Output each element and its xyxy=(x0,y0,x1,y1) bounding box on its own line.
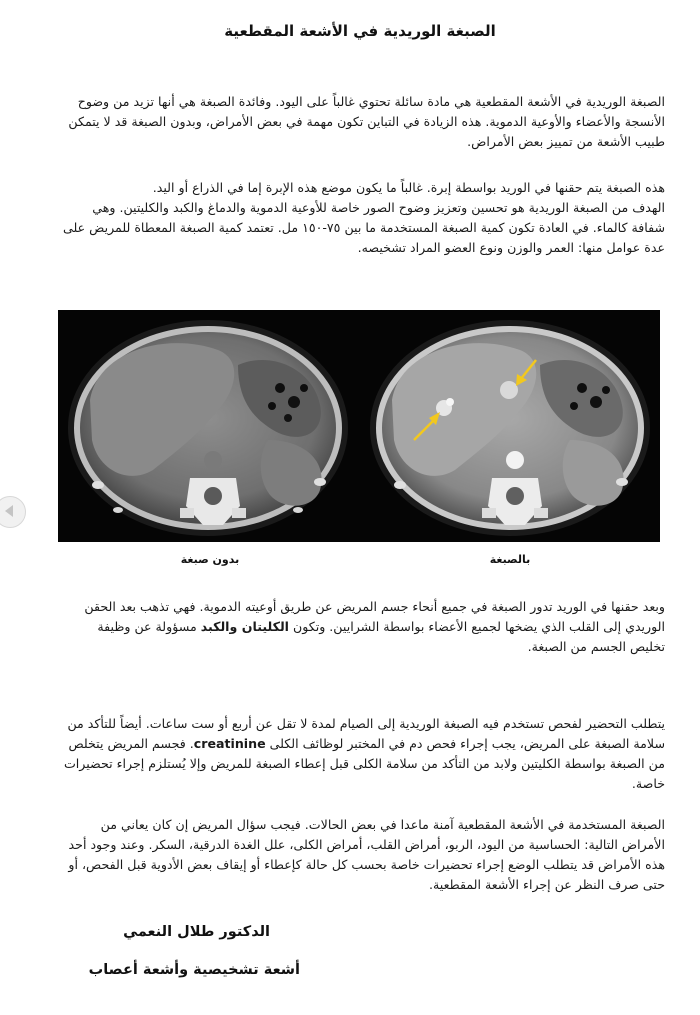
latin-term: creatinine xyxy=(193,736,266,751)
page-title: الصبغة الوريدية في الأشعة المقطعية xyxy=(224,22,496,40)
paragraph-text: الهدف من الصبغة الوريدية هو تحسين وتعزيز وضوح الصور خاصة للأوعية الدموية والدماغ والكبد والكليتين. وهي شفافة كالماء. في العادة تكون كمية الصبغة المستخدمة ما بين ٧٥-١٥٠ مل. تعتمد كمية الصبغة المعطاة للمريض على عدة عوامل منها: العمر والوزن ونوع العضو المراد تشخيصه. xyxy=(62,200,665,255)
previous-page-button[interactable] xyxy=(0,496,26,528)
caption-without-contrast: بدون صبغة xyxy=(180,553,240,566)
text-run: . فجسم المريض يتخلص من الصبغة بواسطة الكليتين ولابد من التأكد من سلامة الكلى قبل إعطاء الصبغة للمريض وإلا يُستلزم إجراء تحضيرات خاصة. xyxy=(63,736,665,791)
text-run: يتطلب التحضير لفحص تستخدم فيه الصبغة الوريدية إلى الصيام لمدة لا تقل عن أربع أو ست ساعات. أيضاً للتأكد من سلامة الصبغة على المريض، يجب إجراء فحص دم في المختبر لوظائف الكلى xyxy=(67,716,665,751)
author-name: الدكتور طلال النعمي xyxy=(123,924,270,940)
paragraph-safety xyxy=(62,815,665,895)
paragraph-injection xyxy=(62,178,665,258)
caption-with-contrast: بالصبغة xyxy=(489,553,531,566)
paragraph-text: هذه الصبغة يتم حقنها في الوريد بواسطة إبرة. غالباً ما يكون موضع هذه الإبرة إما في الذراع أو اليد. xyxy=(152,180,665,195)
ct-images xyxy=(58,310,660,542)
paragraph-text: الصبغة الوريدية في الأشعة المقطعية هي مادة سائلة تحتوي غالباً على اليود. وفائدة الصبغة هي أنها تزيد من وضوح الأنسجة والأعضاء والأوعية الدموية. هذه الزيادة في التباين تكون مهمة في بعض الأمراض، وبدون الصبغة قد لا يتمكن طبيب الأشعة من تمييز بعض الأمراض. xyxy=(68,94,665,149)
ct-image-without-contrast xyxy=(68,320,348,536)
ct-comparison-figure xyxy=(58,310,660,542)
paragraph-text xyxy=(62,714,665,794)
paragraph-text: الصبغة المستخدمة في الأشعة المقطعية آمنة ماعدا في بعض الحالات. فيجب سؤال المريض إن كان يعاني من الأمراض التالية: الحساسية من اليود، الربو، أمراض القلب، أمراض الكلى، علل الغدة الدرقية، السكر. وعند وجود أحد هذه الأمراض قد يتطلب الوضع إجراء تحضيرات خاصة بحسب كل حالة كإعطاء أو إيقاف بعض الأدوية قبل الفحص، أو حتى صرف النظر عن إجراء الأشعة المقطعية. xyxy=(68,817,665,892)
ct-image-with-contrast xyxy=(370,320,650,536)
text-run: وبعد حقنها في الوريد تدور الصبغة في جميع أنحاء جسم المريض عن طريق أوعيته الدموية. فهي تذهب بعد الحقن الوريدي إلى القلب الذي يضخها لجميع الأعضاء بواسطة الشرايين. وتكون xyxy=(84,599,665,634)
chevron-left-icon xyxy=(3,504,15,518)
paragraph-text xyxy=(62,597,665,657)
paragraph-intro xyxy=(62,92,665,152)
author-title: أشعة تشخيصية وأشعة أعصاب xyxy=(88,962,300,978)
text-run: مسؤولة عن وظيفة تخليص الجسم من الصبغة. xyxy=(97,619,665,654)
paragraph-preparation xyxy=(62,714,665,794)
bold-text: الكليتان والكبد xyxy=(200,619,289,634)
paragraph-circulation xyxy=(62,597,665,657)
